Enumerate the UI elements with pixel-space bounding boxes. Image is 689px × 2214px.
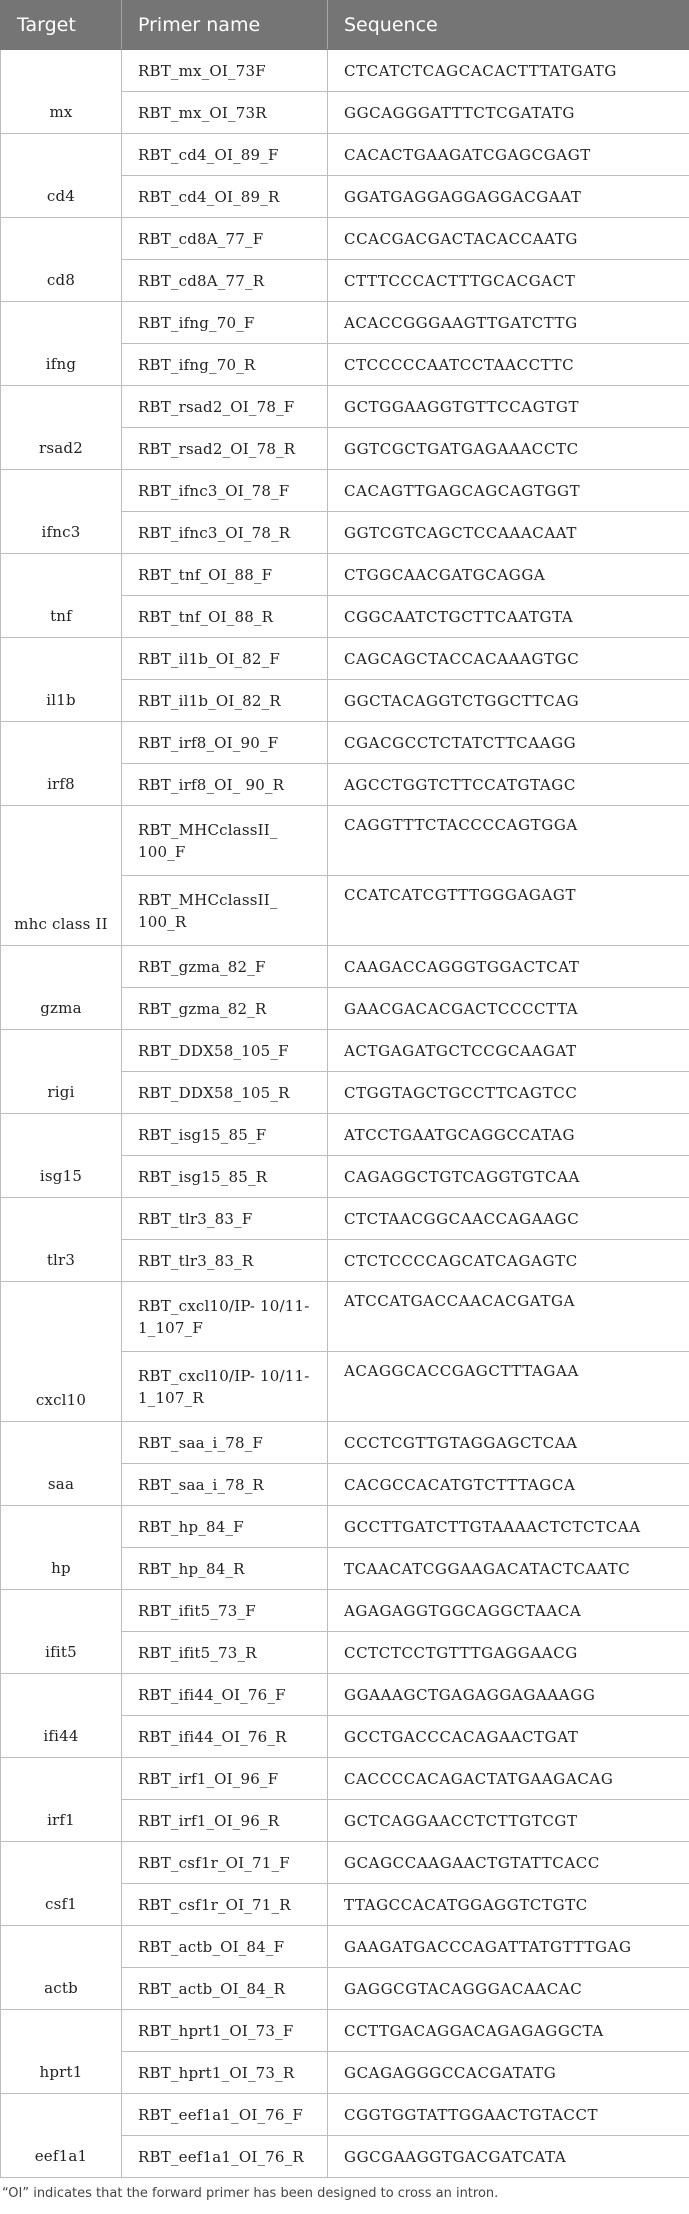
sequence-cell: CGGTGGTATTGGAACTGTACCT (328, 2094, 689, 2136)
sequence-cell: CAGAGGCTGTCAGGTGTCAA (328, 1156, 689, 1198)
primer-name-cell: RBT_il1b_OI_82_R (122, 680, 328, 722)
sequence-cell: ACAGGCACCGAGCTTTAGAA (328, 1352, 689, 1422)
primer-name-cell: RBT_csf1r_OI_71_F (122, 1842, 328, 1884)
primer-name-cell: RBT_hprt1_OI_73_R (122, 2052, 328, 2094)
sequence-cell: GGTCGCTGATGAGAAACCTC (328, 428, 689, 470)
sequence-cell: CAGGTTTCTACCCCAGTGGA (328, 806, 689, 876)
primer-name-cell: RBT_irf8_OI_ 90_R (122, 764, 328, 806)
sequence-cell: ATCCTGAATGCAGGCCATAG (328, 1114, 689, 1156)
primer-name-cell: RBT_cd4_OI_89_R (122, 176, 328, 218)
header-sequence: Sequence (328, 1, 689, 50)
primer-name-cell: RBT_saa_i_78_F (122, 1422, 328, 1464)
primer-name-cell: RBT_csf1r_OI_71_R (122, 1884, 328, 1926)
sequence-cell: CACACTGAAGATCGAGCGAGT (328, 134, 689, 176)
target-cell: saa (1, 1422, 122, 1506)
table-row (1, 2094, 689, 2136)
target-cell: hp (1, 1506, 122, 1590)
sequence-cell: GCTCAGGAACCTCTTGTCGT (328, 1800, 689, 1842)
table-row (1, 1758, 689, 1800)
table-row (1, 386, 689, 428)
primer-name-cell: RBT_ifnc3_OI_78_R (122, 512, 328, 554)
primer-name-cell: RBT_mx_OI_73F (122, 50, 328, 92)
primer-name-cell: RBT_saa_i_78_R (122, 1464, 328, 1506)
header-row (1, 1, 689, 50)
table-row (1, 1198, 689, 1240)
table-row (1, 806, 689, 876)
sequence-cell: CAGCAGCTACCACAAAGTGC (328, 638, 689, 680)
sequence-cell: CCCTCGTTGTAGGAGCTCAA (328, 1422, 689, 1464)
sequence-cell: CTCATCTCAGCACACTTTATGATG (328, 50, 689, 92)
primer-name-cell: RBT_actb_OI_84_R (122, 1968, 328, 2010)
header-primer-name: Primer name (122, 1, 328, 50)
sequence-cell: CACCCCACAGACTATGAAGACAG (328, 1758, 689, 1800)
primer-name-cell: RBT_hprt1_OI_73_F (122, 2010, 328, 2052)
sequence-cell: CTGGTAGCTGCCTTCAGTCC (328, 1072, 689, 1114)
target-cell: eef1a1 (1, 2094, 122, 2178)
sequence-cell: ATCCATGACCAACACGATGA (328, 1282, 689, 1352)
sequence-cell: GGCAGGGATTTCTCGATATG (328, 92, 689, 134)
table-body (1, 50, 689, 2178)
target-cell: tnf (1, 554, 122, 638)
primer-name-cell: RBT_tnf_OI_88_R (122, 596, 328, 638)
primer-name-cell: RBT_hp_84_R (122, 1548, 328, 1590)
target-cell: csf1 (1, 1842, 122, 1926)
target-cell: rigi (1, 1030, 122, 1114)
table-row (1, 1422, 689, 1464)
target-cell: mx (1, 50, 122, 134)
table-row (1, 134, 689, 176)
target-cell: irf1 (1, 1758, 122, 1842)
sequence-cell: CAAGACCAGGGTGGACTCAT (328, 946, 689, 988)
primer-name-cell: RBT_irf1_OI_96_F (122, 1758, 328, 1800)
primer-name-cell: RBT_gzma_82_R (122, 988, 328, 1030)
sequence-cell: AGAGAGGTGGCAGGCTAACA (328, 1590, 689, 1632)
sequence-cell: CTCTAACGGCAACCAGAAGC (328, 1198, 689, 1240)
table-row (1, 1030, 689, 1072)
sequence-cell: GCAGAGGGCCACGATATG (328, 2052, 689, 2094)
sequence-cell: GCAGCCAAGAACTGTATTCACC (328, 1842, 689, 1884)
primer-name-cell: RBT_irf8_OI_90_F (122, 722, 328, 764)
table-row (1, 470, 689, 512)
primer-name-cell: RBT_tnf_OI_88_F (122, 554, 328, 596)
table-row (1, 946, 689, 988)
sequence-cell: CTCTCCCCAGCATCAGAGTC (328, 1240, 689, 1282)
primer-name-cell: RBT_cxcl10/IP- 10/11-1_107_R (122, 1352, 328, 1422)
sequence-cell: CCACGACGACTACACCAATG (328, 218, 689, 260)
primer-name-cell: RBT_ifng_70_R (122, 344, 328, 386)
sequence-cell: CCTTGACAGGACAGAGAGGCTA (328, 2010, 689, 2052)
primer-name-cell: RBT_cd8A_77_R (122, 260, 328, 302)
primer-name-cell: RBT_ifnc3_OI_78_F (122, 470, 328, 512)
sequence-cell: AGCCTGGTCTTCCATGTAGC (328, 764, 689, 806)
sequence-cell: GAGGCGTACAGGGACAACAC (328, 1968, 689, 2010)
target-cell: cd4 (1, 134, 122, 218)
target-cell: actb (1, 1926, 122, 2010)
primer-name-cell: RBT_cxcl10/IP- 10/11-1_107_F (122, 1282, 328, 1352)
sequence-cell: CCTCTCCTGTTTGAGGAACG (328, 1632, 689, 1674)
table-footnote: “OI” indicates that the forward primer has been designed to cross an intron. (2, 2186, 499, 2201)
primer-name-cell: RBT_eef1a1_OI_76_F (122, 2094, 328, 2136)
sequence-cell: ACTGAGATGCTCCGCAAGAT (328, 1030, 689, 1072)
table-row (1, 722, 689, 764)
header-target: Target (1, 1, 122, 50)
sequence-cell: CACAGTTGAGCAGCAGTGGT (328, 470, 689, 512)
primer-name-cell: RBT_irf1_OI_96_R (122, 1800, 328, 1842)
target-cell: cxcl10 (1, 1282, 122, 1422)
primer-name-cell: RBT_ifi44_OI_76_F (122, 1674, 328, 1716)
sequence-cell: ACACCGGGAAGTTGATCTTG (328, 302, 689, 344)
table-row (1, 1674, 689, 1716)
primer-name-cell: RBT_ifng_70_F (122, 302, 328, 344)
table-row (1, 1282, 689, 1352)
primer-name-cell: RBT_rsad2_OI_78_F (122, 386, 328, 428)
primer-name-cell: RBT_DDX58_105_F (122, 1030, 328, 1072)
table-header (1, 1, 689, 50)
sequence-cell: CGACGCCTCTATCTTCAAGG (328, 722, 689, 764)
primer-name-cell: RBT_isg15_85_F (122, 1114, 328, 1156)
target-cell: irf8 (1, 722, 122, 806)
primer-name-cell: RBT_ifit5_73_R (122, 1632, 328, 1674)
table-row (1, 554, 689, 596)
sequence-cell: GCTGGAAGGTGTTCCAGTGT (328, 386, 689, 428)
primer-name-cell: RBT_actb_OI_84_F (122, 1926, 328, 1968)
primer-name-cell: RBT_tlr3_83_R (122, 1240, 328, 1282)
sequence-cell: CTGGCAACGATGCAGGA (328, 554, 689, 596)
table-row (1, 1114, 689, 1156)
primer-name-cell: RBT_tlr3_83_F (122, 1198, 328, 1240)
target-cell: rsad2 (1, 386, 122, 470)
table-row (1, 1590, 689, 1632)
target-cell: ifnc3 (1, 470, 122, 554)
target-cell: ifng (1, 302, 122, 386)
primer-name-cell: RBT_ifi44_OI_76_R (122, 1716, 328, 1758)
target-cell: il1b (1, 638, 122, 722)
sequence-cell: GGCGAAGGTGACGATCATA (328, 2136, 689, 2178)
primer-name-cell: RBT_hp_84_F (122, 1506, 328, 1548)
primer-name-cell: RBT_eef1a1_OI_76_R (122, 2136, 328, 2178)
sequence-cell: TTAGCCACATGGAGGTCTGTC (328, 1884, 689, 1926)
sequence-cell: GCCTTGATCTTGTAAAACTCTCTCAA (328, 1506, 689, 1548)
sequence-cell: CCATCATCGTTTGGGAGAGT (328, 876, 689, 946)
target-cell: isg15 (1, 1114, 122, 1198)
target-cell: tlr3 (1, 1198, 122, 1282)
primer-name-cell: RBT_mx_OI_73R (122, 92, 328, 134)
table-row (1, 50, 689, 92)
sequence-cell: GGATGAGGAGGAGGACGAAT (328, 176, 689, 218)
table-row (1, 1842, 689, 1884)
primer-name-cell: RBT_isg15_85_R (122, 1156, 328, 1198)
target-cell: gzma (1, 946, 122, 1030)
target-cell: cd8 (1, 218, 122, 302)
sequence-cell: GCCTGACCCACAGAACTGAT (328, 1716, 689, 1758)
table-row (1, 638, 689, 680)
sequence-cell: CACGCCACATGTCTTTAGCA (328, 1464, 689, 1506)
sequence-cell: CTTTCCCACTTTGCACGACT (328, 260, 689, 302)
primer-name-cell: RBT_ifit5_73_F (122, 1590, 328, 1632)
target-cell: ifi44 (1, 1674, 122, 1758)
primer-name-cell: RBT_cd8A_77_F (122, 218, 328, 260)
sequence-cell: CGGCAATCTGCTTCAATGTA (328, 596, 689, 638)
primer-name-cell: RBT_il1b_OI_82_F (122, 638, 328, 680)
table-row (1, 2010, 689, 2052)
table-row (1, 218, 689, 260)
primer-name-cell: RBT_MHCclassII_ 100_R (122, 876, 328, 946)
sequence-cell: CTCCCCCAATCCTAACCTTC (328, 344, 689, 386)
sequence-cell: TCAACATCGGAAGACATACTCAATC (328, 1548, 689, 1590)
sequence-cell: GGTCGTCAGCTCCAAACAAT (328, 512, 689, 554)
target-cell: mhc class II (1, 806, 122, 946)
primer-name-cell: RBT_cd4_OI_89_F (122, 134, 328, 176)
sequence-cell: GAACGACACGACTCCCCTTA (328, 988, 689, 1030)
table-row (1, 1926, 689, 1968)
primer-name-cell: RBT_DDX58_105_R (122, 1072, 328, 1114)
primer-name-cell: RBT_MHCclassII_ 100_F (122, 806, 328, 876)
primer-name-cell: RBT_rsad2_OI_78_R (122, 428, 328, 470)
table-row (1, 302, 689, 344)
target-cell: hprt1 (1, 2010, 122, 2094)
sequence-cell: GGAAAGCTGAGAGGAGAAAGG (328, 1674, 689, 1716)
primer-name-cell: RBT_gzma_82_F (122, 946, 328, 988)
sequence-cell: GGCTACAGGTCTGGCTTCAG (328, 680, 689, 722)
target-cell: ifit5 (1, 1590, 122, 1674)
sequence-cell: GAAGATGACCCAGATTATGTTTGAG (328, 1926, 689, 1968)
table-row (1, 1506, 689, 1548)
